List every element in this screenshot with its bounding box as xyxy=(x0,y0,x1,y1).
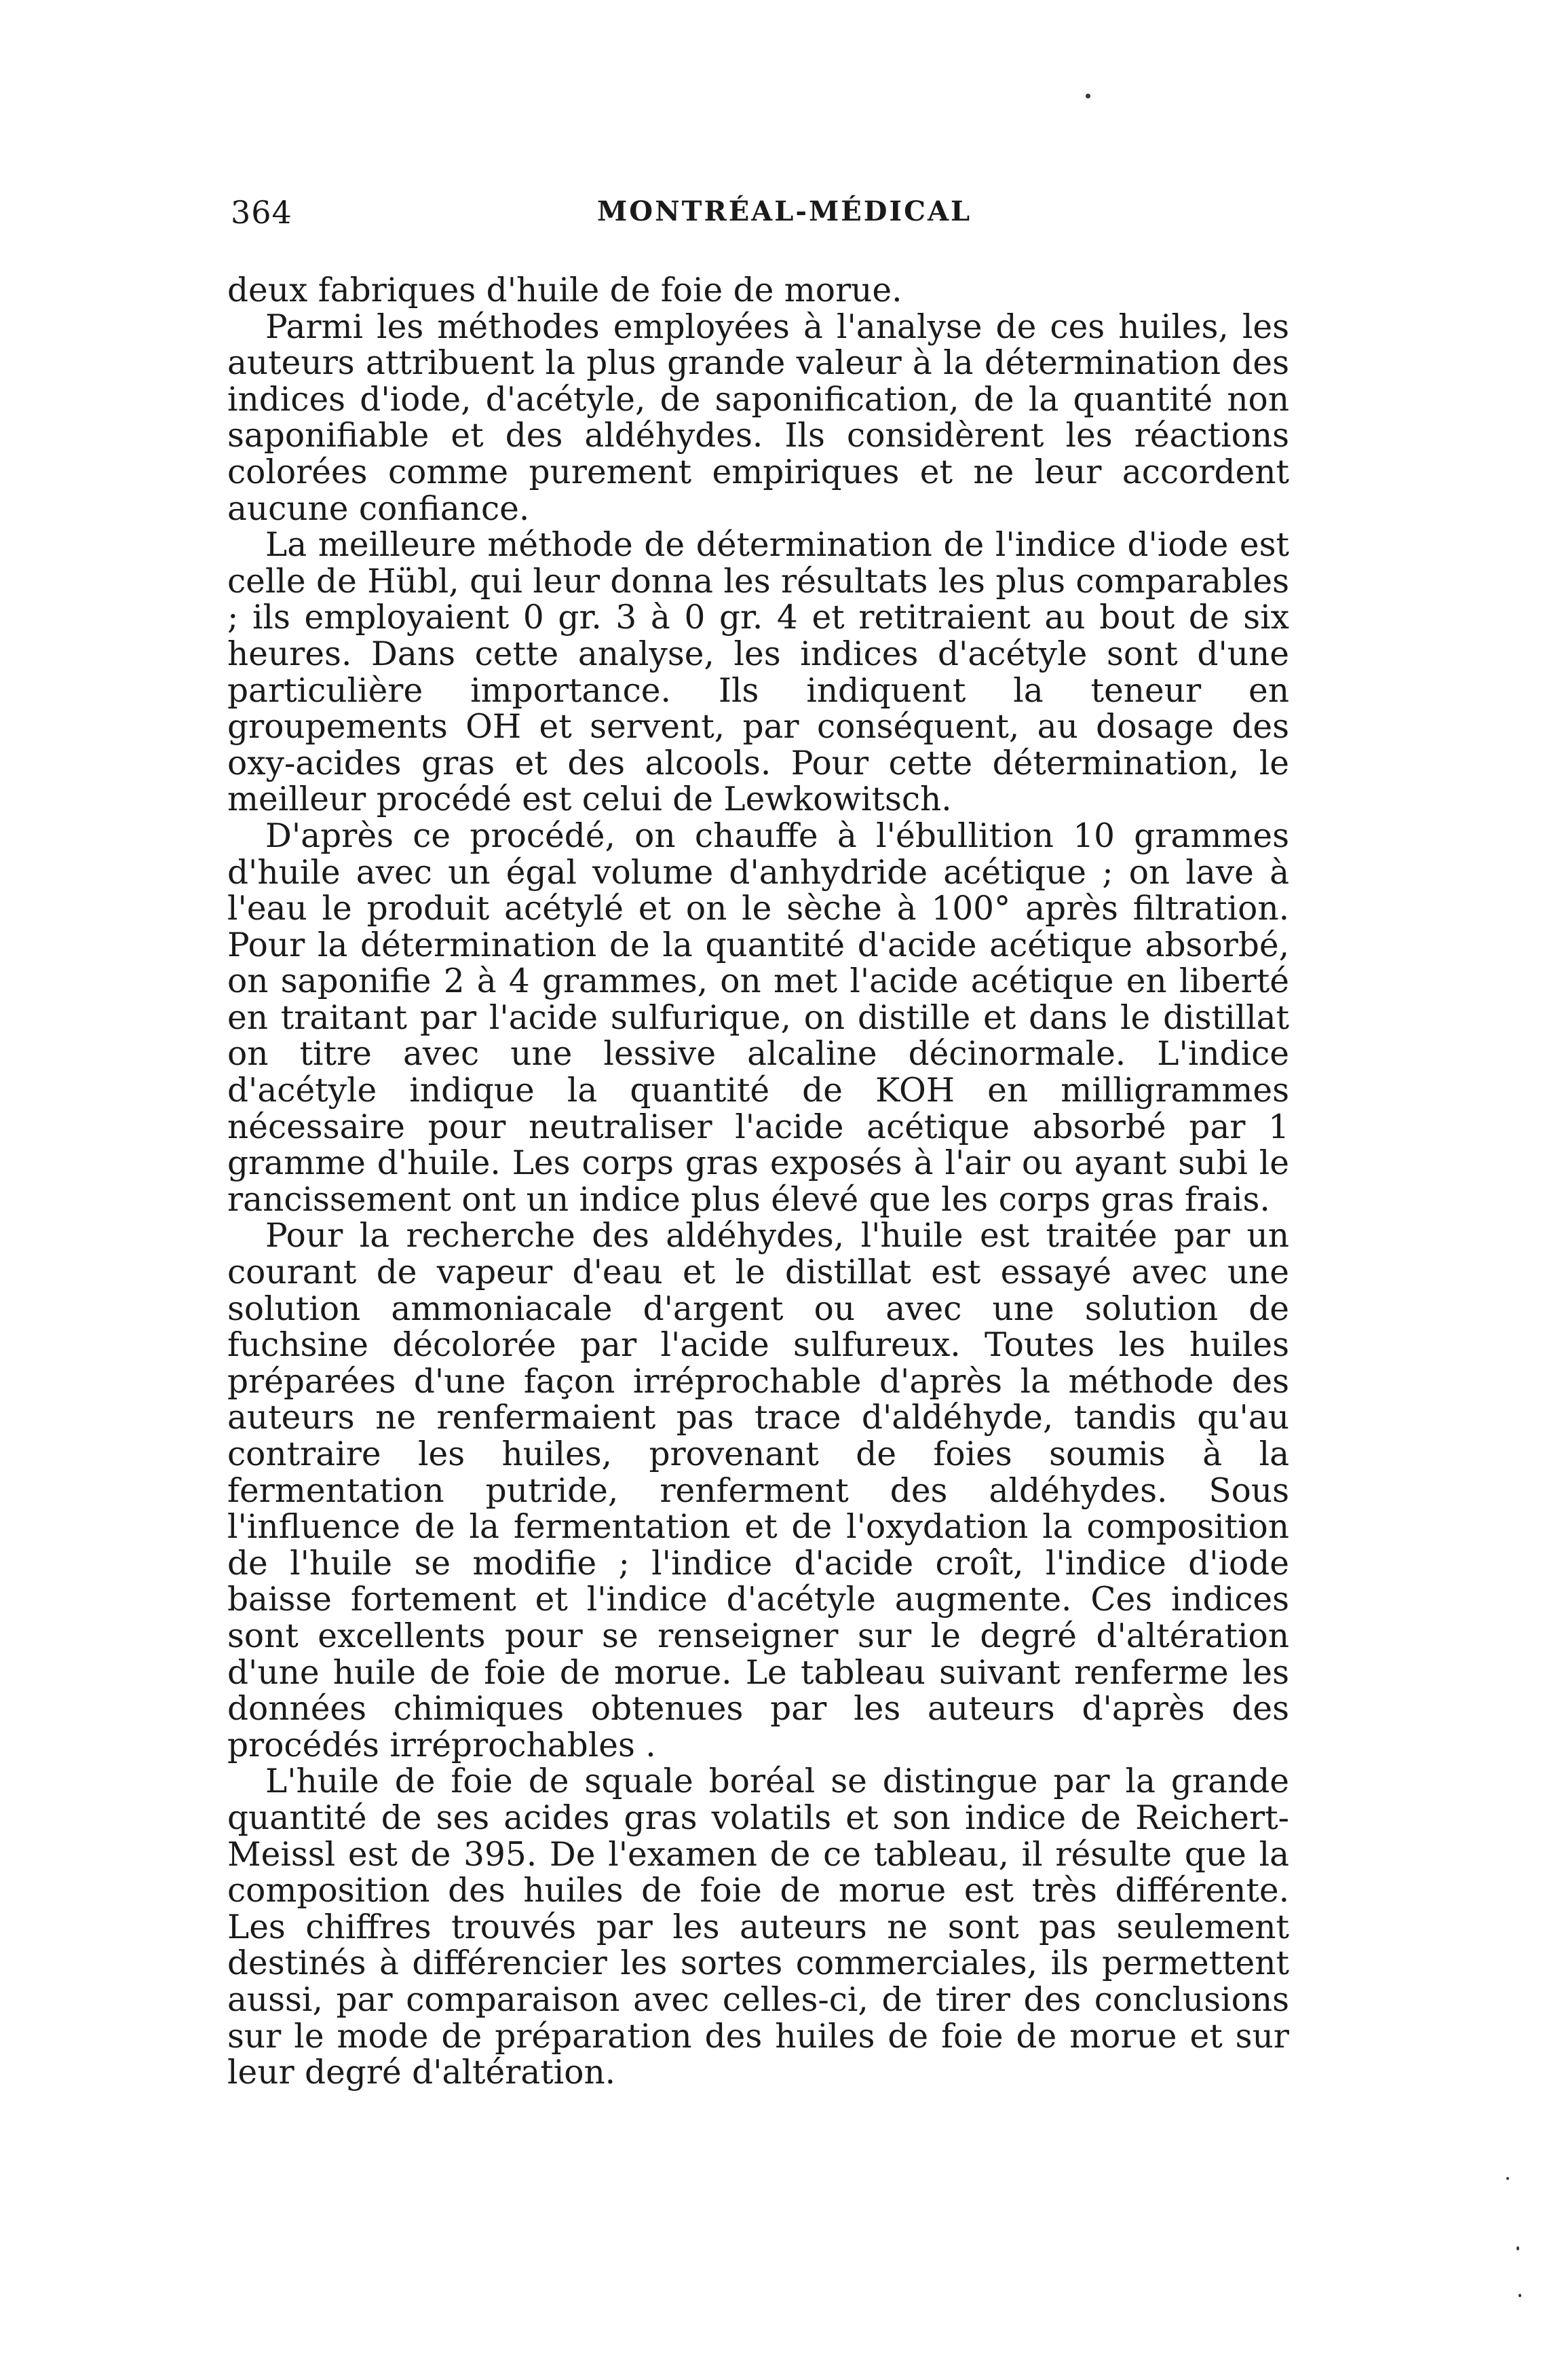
page-header xyxy=(231,194,1289,242)
page-number: 364 xyxy=(231,194,292,231)
paragraph: Pour la recherche des aldéhydes, l'huile est traitée par un courant de vapeur d'eau et le distillat est essayé avec une solution ammoniacale d'argent ou avec une solution de fuchsine décolorée par l'acide sulfureux. Toutes les huiles préparées d'une façon irréprochable d'après la méthode des auteurs ne renfermaient pas trace d'aldéhyde, tandis qu'au contraire les huiles, provenant de foies soumis à la fermentation putride, renferment des aldéhydes. Sous l'influence de la fermentation et de l'oxydation la composition de l'huile se modifie ; l'indice d'acide croît, l'indice d'iode baisse fortement et l'indice d'acétyle augmente. Ces indices sont excellents pour se renseigner sur le degré d'altération d'une huile de foie de morue. Le tableau suivant renferme les données chimiques obtenues par les auteurs d'après des procédés irréprochables . xyxy=(227,1217,1289,1764)
paragraph: L'huile de foie de squale boréal se distingue par la grande quantité de ses acides gras volatils et son indice de Reichert-Meissl est de 395. De l'examen de ce tableau, il résulte que la composition des huiles de foie de morue est très différente. Les chiffres trouvés par les auteurs ne sont pas seulement destinés à différencier les sortes commerciales, ils permettent aussi, par comparaison avec celles-ci, de tirer des conclusions sur le mode de préparation des huiles de foie de morue et sur leur degré d'altération. xyxy=(227,1762,1289,2092)
scan-speck xyxy=(1517,2246,1519,2250)
paragraph: Parmi les méthodes employées à l'analyse de ces huiles, les auteurs attribuent la plus grande valeur à la détermination des indices d'iode, d'acétyle, de saponification, de la quantité non saponifiable et des aldéhydes. Ils considèrent les réactions colorées comme purement empiriques et ne leur accordent aucune confiance. xyxy=(227,307,1289,528)
scan-speck xyxy=(1519,2294,1521,2297)
paragraph: D'après ce procédé, on chauffe à l'ébullition 10 grammes d'huile avec un égal volume d'anhydride acétique ; on lave à l'eau le produit acétylé et on le sèche à 100° après filtration. Pour la détermination de la quantité d'acide acétique absorbé, on saponifie 2 à 4 grammes, on met l'acide acétique en liberté en traitant par l'acide sulfurique, on distille et dans le distillat on titre avec une lessive alcaline décinormale. L'indice d'acétyle indique la quantité de KOH en milligrammes nécessaire pour neutraliser l'acide acétique absorbé par 1 gramme d'huile. Les corps gras exposés à l'air ou ayant subi le rancissement ont un indice plus élevé que les corps gras frais. xyxy=(227,816,1289,1219)
paragraph: La meilleure méthode de détermination de l'indice d'iode est celle de Hübl, qui leur donna les résultats les plus comparables ; ils employaient 0 gr. 3 à 0 gr. 4 et retitraient au bout de six heures. Dans cette analyse, les indices d'acétyle sont d'une particulière importance. Ils indiquent la teneur en groupements OH et servent, par conséquent, au dosage des oxy-acides gras et des alcools. Pour cette détermination, le meilleur procédé est celui de Lewkowitsch. xyxy=(227,526,1289,819)
paragraph: deux fabriques d'huile de foie de morue. xyxy=(227,271,902,309)
body-text xyxy=(227,273,1289,2092)
scan-speck xyxy=(1086,94,1090,98)
running-head: MONTRÉAL-MÉDICAL xyxy=(597,195,972,227)
scan-speck xyxy=(1506,2177,1509,2180)
